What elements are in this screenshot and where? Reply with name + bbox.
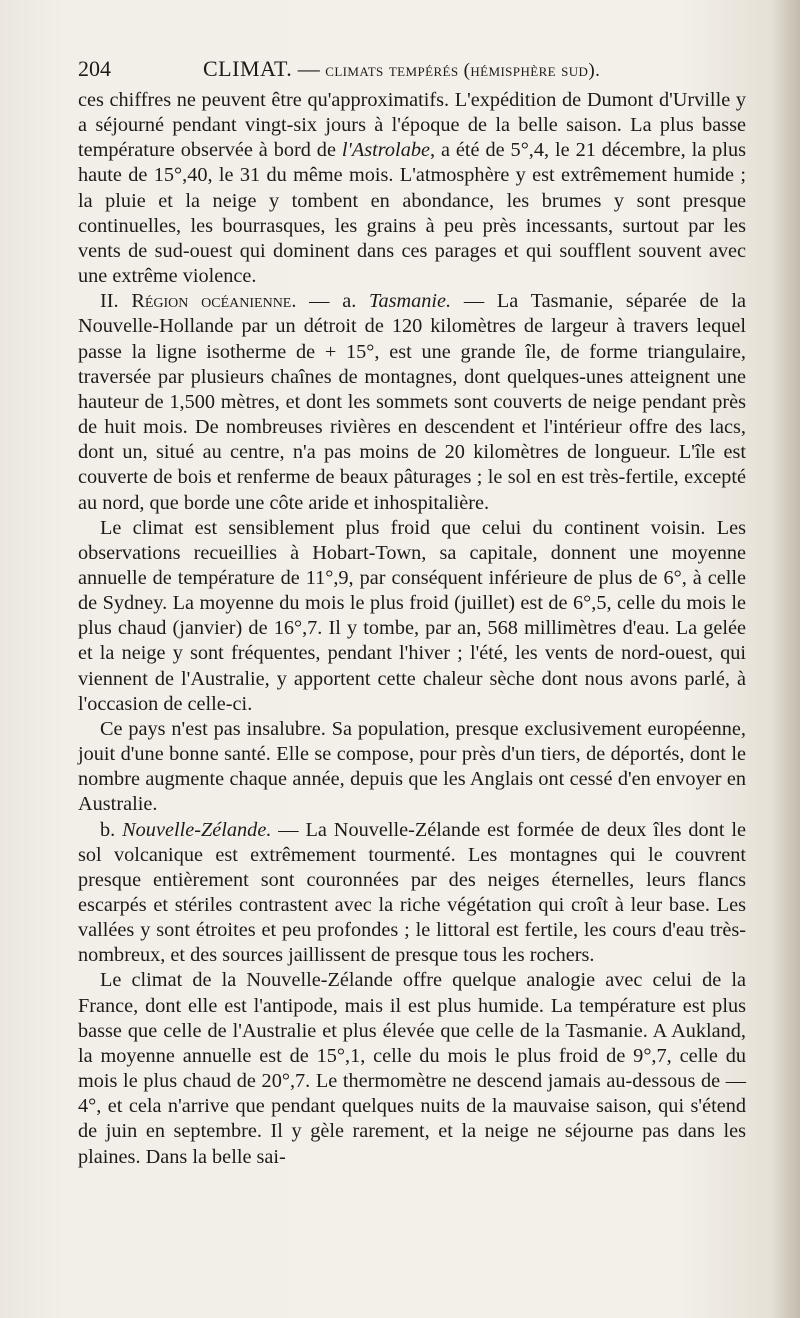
section-number: II. xyxy=(100,290,132,313)
running-title-dash: — xyxy=(292,56,326,81)
ship-name: l'Astrolabe xyxy=(341,139,430,162)
body-text xyxy=(78,88,746,1170)
subsection-letter-b: b. xyxy=(100,818,123,841)
paragraph-5-text: — La Nouvelle-Zélande est formée de deux îles dont le sol volcanique est extrêmement tourmenté. Les montagnes qui le couvrent presque entièrement sont couronnées par des neiges éternelles, leurs flancs escarpés et stériles contrastent avec la riche végétation qui croît à leur base. Les vallées y sont étroites et peu profondes ; le littoral est fertile, les cours d'eau très-nombreux, et des sources jaillissent de presque tous les rochers. xyxy=(78,818,747,967)
paragraph-1 xyxy=(78,88,746,289)
section-title: Région océanienne. xyxy=(131,290,297,313)
running-title-main: CLIMAT. xyxy=(203,56,293,81)
subsection-title-nouvelle-zelande: Nouvelle-Zélande. xyxy=(122,818,272,841)
paragraph-3: Le climat est sensiblement plus froid que celui du continent voisin. Les observations recueillies à Hobart-Town, sa capitale, donnent une moyenne annuelle de température de 11°,9, par conséquent inférieure de plus de 6°, à celle de Sydney. La moyenne du mois le plus froid (juillet) est de 6°,5, celle du mois le plus chaud (janvier) de 16°,7. Il y tombe, par an, 568 millimètres d'eau. La gelée et la neige y sont fréquentes, pendant l'hiver ; l'été, les vents de nord-ouest, qui viennent de l'Australie, y apportent cette chaleur sèche dont nous avons parlé, à l'occasion de celle-ci. xyxy=(78,516,746,715)
subsection-letter: — a. xyxy=(296,290,370,313)
paragraph-2 xyxy=(78,289,746,515)
paragraph-1-text: ces chiffres ne peuvent être qu'approximatifs. L'expédition de Dumont d'Urville y a séjourné pendant vingt-six jours à l'époque de la belle saison. La plus basse température observée à bord de xyxy=(78,89,746,162)
page-header xyxy=(78,52,748,86)
page-number: 204 xyxy=(78,56,111,81)
paragraph-6: Le climat de la Nouvelle-Zélande offre quelque analogie avec celui de la France, dont elle est l'antipode, mais il est plus humide. La température est plus basse que celle de l'Australie et plus élevée que celle de la Tasmanie. A Aukland, la moyenne annuelle est de 15°,1, celle du mois le plus froid de 9°,7, celle du mois le plus chaud de 20°,7. Le thermomètre ne descend jamais au-dessous de — 4°, et cela n'arrive que pendant quelques nuits de la mauvaise saison, qui s'étend de juin en septembre. Il y gèle rarement, et la neige ne séjourne pas dans les plaines. Dans la belle sai- xyxy=(78,969,746,1168)
paragraph-5 xyxy=(78,818,746,969)
paragraph-4: Ce pays n'est pas insalubre. Sa population, presque exclusivement européenne, jouit d'une bonne santé. Elle se compose, pour près d'un tiers, de déportés, dont le nombre augmente chaque année, depuis que les Anglais ont cessé d'en envoyer en Australie. xyxy=(78,717,746,816)
paragraph-1-text-rest: , a été de 5°,4, le 21 décembre, la plus haute de 15°,40, le 31 du même mois. L'atmosphère y est extrêmement humide ; la pluie et la neige y tombent en abondance, les brumes y sont presque continuelles, les bourrasques, les grains à peu près incessants, surtout par les vents de sud-ouest qui dominent dans ces parages et qui soufflent souvent avec une extrême violence. xyxy=(78,139,746,288)
running-head xyxy=(203,52,600,88)
subsection-title-tasmanie: Tasmanie. xyxy=(369,290,452,313)
page-edge-shadow xyxy=(772,0,800,1318)
running-title-sub: climats tempérés (hémisphère sud). xyxy=(325,60,601,81)
paragraph-2-text: — La Tasmanie, séparée de la Nouvelle-Hollande par un détroit de 120 kilomètres de largeur à travers lequel passe la ligne isotherme de + 15°, est une grande île, de forme triangulaire, traversée par plusieurs chaînes de montagnes, dont quelques-unes atteignent une hauteur de 1,500 mètres, et dont les sommets sont couverts de neige pendant près de huit mois. De nombreuses rivières en descendent et l'intérieur offre des lacs, dont un, situé au centre, n'a pas moins de 20 kilomètres de longueur. L'île est couverte de bois et renferme de beaux pâturages ; le sol en est très-fertile, excepté au nord, que borde une côte aride et inhospitalière. xyxy=(78,290,746,514)
